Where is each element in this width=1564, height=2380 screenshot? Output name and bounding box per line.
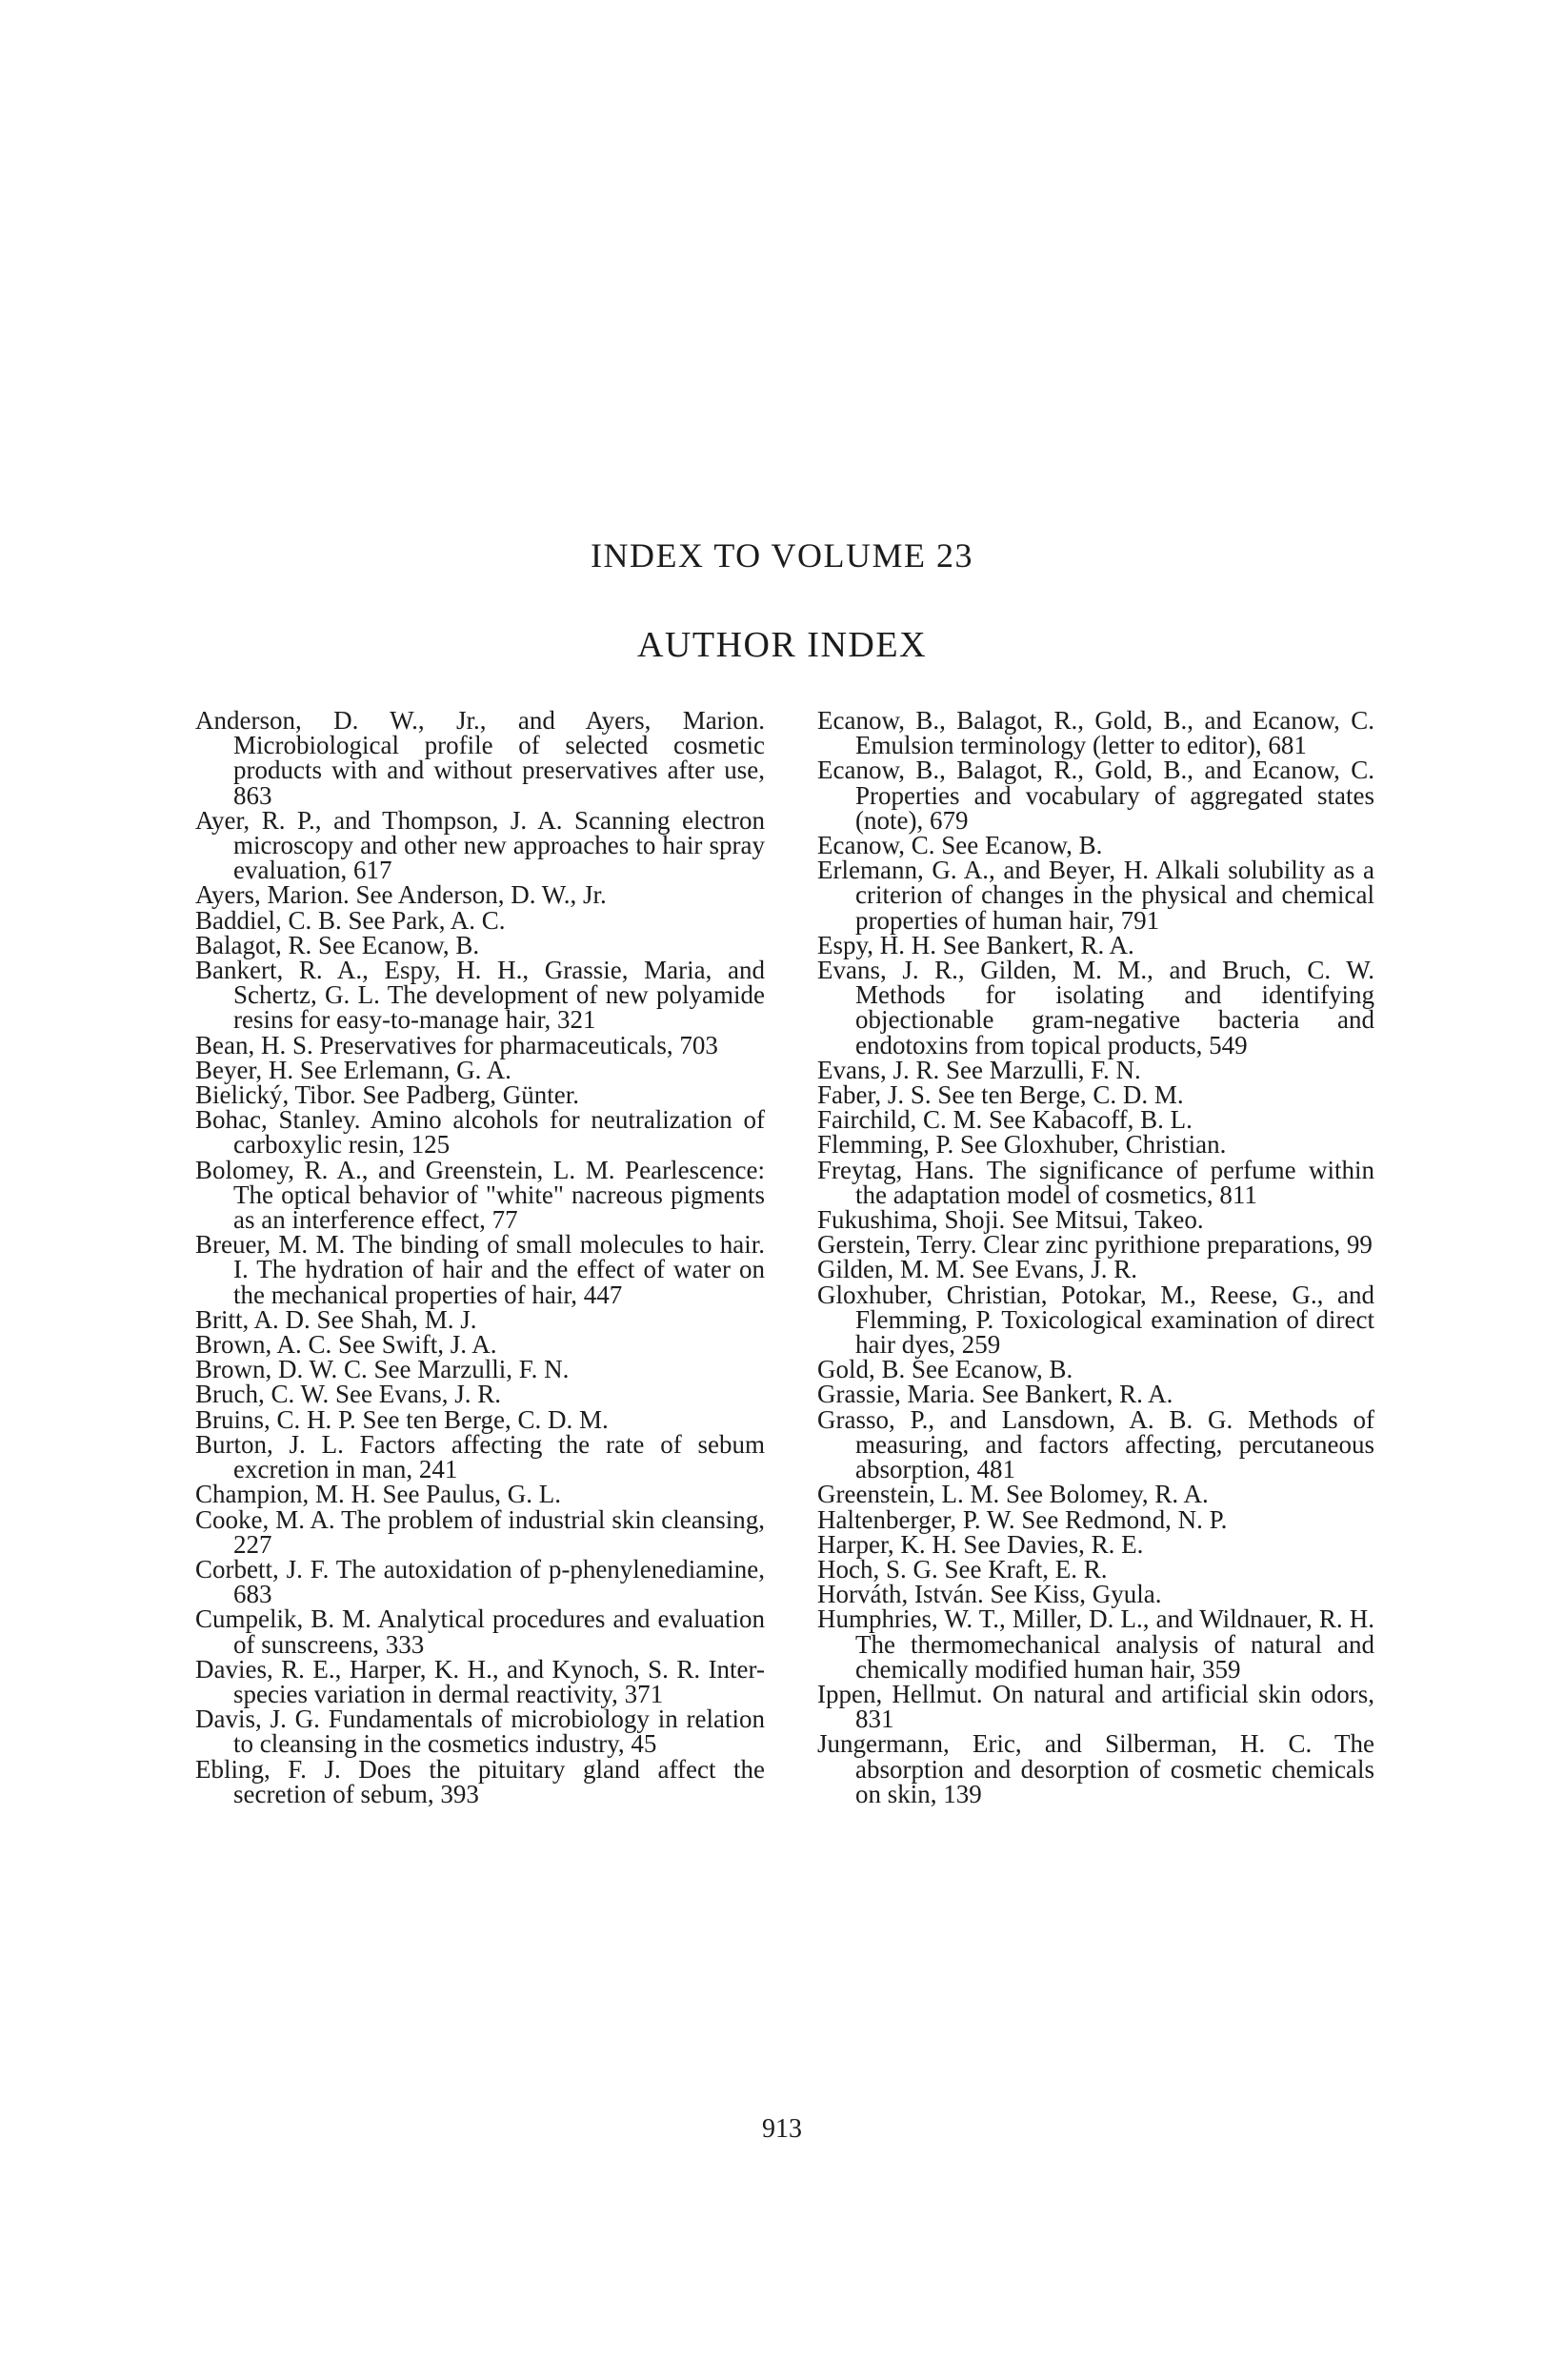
index-entry: Fukushima, Shoji. See Mitsui, Takeo.	[817, 1205, 1204, 1235]
index-entry: Britt, A. D. See Shah, M. J.	[195, 1304, 477, 1334]
index-entry: Ayer, R. P., and Thompson, J. A. Scanning electron microscopy and other new approaches to hair spray evaluation, 617	[195, 805, 765, 885]
index-entry: Ecanow, C. See Ecanow, B.	[817, 831, 1103, 860]
section-title: AUTHOR INDEX	[636, 625, 928, 665]
index-entry: Cooke, M. A. The problem of industrial skin cleansing, 227	[195, 1504, 765, 1559]
index-entry: Ecanow, B., Balagot, R., Gold, B., and Ecanow, C. Emulsion terminology (letter to editor), 681	[817, 706, 1374, 760]
index-entry: Ebling, F. J. Does the pituitary gland affect the secretion of sebum, 393	[195, 1754, 765, 1808]
index-entry: Burton, J. L. Factors affecting the rate of sebum excretion in man, 241	[195, 1429, 765, 1484]
index-entry: Faber, J. S. See ten Berge, C. D. M.	[817, 1080, 1184, 1110]
index-entry: Hoch, S. G. See Kraft, E. R.	[817, 1554, 1108, 1583]
index-entry: Baddiel, C. B. See Park, A. C.	[195, 905, 506, 935]
index-entry: Horváth, István. See Kiss, Gyula.	[817, 1580, 1162, 1609]
index-entry: Bankert, R. A., Espy, H. H., Grassie, Maria, and Schertz, G. L. The development of new polyamide resins for easy-to-manage hair, 321	[195, 956, 765, 1035]
index-entry: Bruch, C. W. See Evans, J. R.	[195, 1380, 501, 1409]
page-title: INDEX TO VOLUME 23	[591, 536, 973, 575]
left-column	[195, 708, 765, 1806]
index-entry: Champion, M. H. See Paulus, G. L.	[195, 1480, 561, 1509]
index-entry: Breuer, M. M. The binding of small molecules to hair. I. The hydration of hair and the effect of water on the mechanical properties of hair, 447	[195, 1230, 765, 1309]
index-entry: Gloxhuber, Christian, Potokar, M., Reese, G., and Flemming, P. Toxicological examination of direct hair dyes, 259	[817, 1280, 1374, 1360]
index-entry: Bielický, Tibor. See Padberg, Günter.	[195, 1080, 579, 1110]
index-entry: Davies, R. E., Harper, K. H., and Kynoch, S. R. Inter-species variation in dermal reactivity, 371	[195, 1654, 765, 1708]
index-entry: Brown, A. C. See Swift, J. A.	[195, 1330, 497, 1360]
index-entry: Davis, J. G. Fundamentals of microbiology in relation to cleansing in the cosmetics industry, 45	[195, 1704, 765, 1759]
index-entry: Bruins, C. H. P. See ten Berge, C. D. M.	[195, 1404, 609, 1434]
index-entry: Evans, J. R., Gilden, M. M., and Bruch, C. W. Methods for isolating and identifying objectionable gram-negative bacteria and endotoxins from topical products, 549	[817, 956, 1374, 1059]
index-entry: Greenstein, L. M. See Bolomey, R. A.	[817, 1480, 1209, 1509]
page-number: 913	[762, 2114, 802, 2144]
index-entry: Gold, B. See Ecanow, B.	[817, 1355, 1073, 1384]
index-entry: Corbett, J. F. The autoxidation of p-phenylenediamine, 683	[195, 1554, 765, 1609]
index-entry: Bolomey, R. A., and Greenstein, L. M. Pearlescence: The optical behavior of "white" nacreous pigments as an interference effect, 77	[195, 1155, 765, 1235]
index-entry: Erlemann, G. A., and Beyer, H. Alkali solubility as a criterion of changes in the physical and chemical properties of human hair, 791	[817, 856, 1374, 935]
index-entry: Espy, H. H. See Bankert, R. A.	[817, 930, 1134, 959]
index-entry: Ecanow, B., Balagot, R., Gold, B., and Ecanow, C. Properties and vocabulary of aggregated states (note), 679	[817, 756, 1374, 835]
index-entry: Ippen, Hellmut. On natural and artificial skin odors, 831	[817, 1679, 1374, 1734]
index-entry: Gilden, M. M. See Evans, J. R.	[817, 1255, 1137, 1284]
index-entry: Brown, D. W. C. See Marzulli, F. N.	[195, 1355, 570, 1384]
index-entry: Fairchild, C. M. See Kabacoff, B. L.	[817, 1105, 1193, 1135]
index-entry: Freytag, Hans. The significance of perfume within the adaptation model of cosmetics, 811	[817, 1155, 1374, 1209]
index-entry: Grasso, P., and Lansdown, A. B. G. Methods of measuring, and factors affecting, percutaneous absorption, 481	[817, 1404, 1374, 1484]
index-entry: Humphries, W. T., Miller, D. L., and Wildnauer, R. H. The thermomechanical analysis of natural and chemically modified human hair, 359	[817, 1604, 1374, 1684]
index-entry: Beyer, H. See Erlemann, G. A.	[195, 1055, 511, 1084]
index-entry: Flemming, P. See Gloxhuber, Christian.	[817, 1130, 1227, 1160]
right-column	[817, 708, 1374, 1806]
index-entry: Gerstein, Terry. Clear zinc pyrithione preparations, 99	[817, 1230, 1373, 1260]
index-entry: Evans, J. R. See Marzulli, F. N.	[817, 1055, 1141, 1084]
index-entry: Balagot, R. See Ecanow, B.	[195, 930, 480, 959]
index-entry: Bohac, Stanley. Amino alcohols for neutralization of carboxylic resin, 125	[195, 1105, 765, 1160]
index-entry: Cumpelik, B. M. Analytical procedures and evaluation of sunscreens, 333	[195, 1604, 765, 1659]
index-entry: Jungermann, Eric, and Silberman, H. C. The absorption and desorption of cosmetic chemicals on skin, 139	[817, 1729, 1374, 1808]
index-entry: Harper, K. H. See Davies, R. E.	[817, 1529, 1144, 1559]
index-entry: Grassie, Maria. See Bankert, R. A.	[817, 1380, 1173, 1409]
index-entry: Haltenberger, P. W. See Redmond, N. P.	[817, 1504, 1228, 1534]
index-entry: Bean, H. S. Preservatives for pharmaceuticals, 703	[195, 1030, 718, 1059]
index-entry: Ayers, Marion. See Anderson, D. W., Jr.	[195, 880, 607, 910]
index-entry: Anderson, D. W., Jr., and Ayers, Marion. Microbiological profile of selected cosmetic products with and without preservatives after use, 863	[195, 706, 765, 810]
